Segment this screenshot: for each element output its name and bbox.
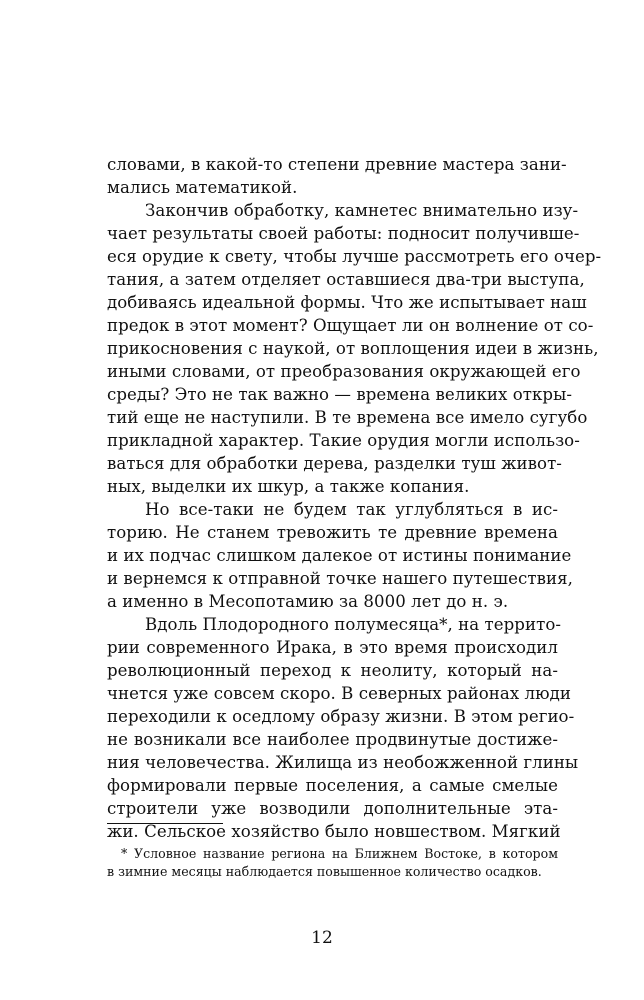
text-line: и вернемся к отправной точке нашего путешествия, xyxy=(107,569,573,588)
text-line: чает результаты своей работы: подносит получивше- xyxy=(107,224,580,243)
footnote-line: * Условное название региона на Ближнем Востоке, в котором xyxy=(121,846,558,861)
text-line: прикладной характер. Такие орудия могли использо- xyxy=(107,431,580,450)
text-line: ных, выделки их шкур, а также копания. xyxy=(107,477,470,496)
footnote-divider xyxy=(107,823,223,824)
text-line: переходили к оседлому образу жизни. В этом регио- xyxy=(107,707,575,726)
text-line: а именно в Месопотамию за 8000 лет до н. э. xyxy=(107,592,509,611)
text-line: торию. Не станем тревожить те древние времена xyxy=(107,523,558,542)
text-line: тания, а затем отделяет оставшиеся два-три выступа, xyxy=(107,270,585,289)
text-line: строители уже возводили дополнительные эта- xyxy=(107,799,558,818)
text-line: предок в этот момент? Ощущает ли он волнение от со- xyxy=(107,316,594,335)
text-line: ния человечества. Жилища из необожженной глины xyxy=(107,753,579,772)
text-line: Вдоль Плодородного полумесяца*, на террито- xyxy=(145,615,562,634)
text-line: жи. Сельское хозяйство было новшеством. Мягкий xyxy=(107,822,561,841)
text-line: революционный переход к неолиту, который на- xyxy=(107,661,558,680)
text-line: иными словами, от преобразования окружающей его xyxy=(107,362,581,381)
text-line: среды? Это не так важно — времена великих откры- xyxy=(107,385,572,404)
text-line: не возникали все наиболее продвинутые достиже- xyxy=(107,730,558,749)
text-line: рии современного Ирака, в это время происходил xyxy=(107,638,558,657)
text-line: ваться для обработки дерева, разделки туш живот- xyxy=(107,454,562,473)
text-line: словами, в какой-то степени древние мастера зани- xyxy=(107,155,567,174)
text-line: чнется уже совсем скоро. В северных районах люди xyxy=(107,684,572,703)
page-number: 12 xyxy=(311,928,333,948)
text-line: прикосновения с наукой, от воплощения идеи в жизнь, xyxy=(107,339,599,358)
text-line: мались математикой. xyxy=(107,178,298,197)
footnote xyxy=(107,845,558,881)
text-line: добиваясь идеальной формы. Что же испытывает наш xyxy=(107,293,587,312)
text-line: тий еще не наступили. В те времена все имело сугубо xyxy=(107,408,588,427)
text-line: Закончив обработку, камнетес внимательно изу- xyxy=(145,201,579,220)
text-line: и их подчас слишком далекое от истины понимание xyxy=(107,546,572,565)
main-text xyxy=(107,153,602,843)
footnote-line: в зимние месяцы наблюдается повышенное количество осадков. xyxy=(107,864,542,879)
text-line: формировали первые поселения, а самые смелые xyxy=(107,776,558,795)
text-line: еся орудие к свету, чтобы лучше рассмотреть его очер- xyxy=(107,247,602,266)
text-line: Но все-таки не будем так углубляться в ис- xyxy=(145,500,558,519)
